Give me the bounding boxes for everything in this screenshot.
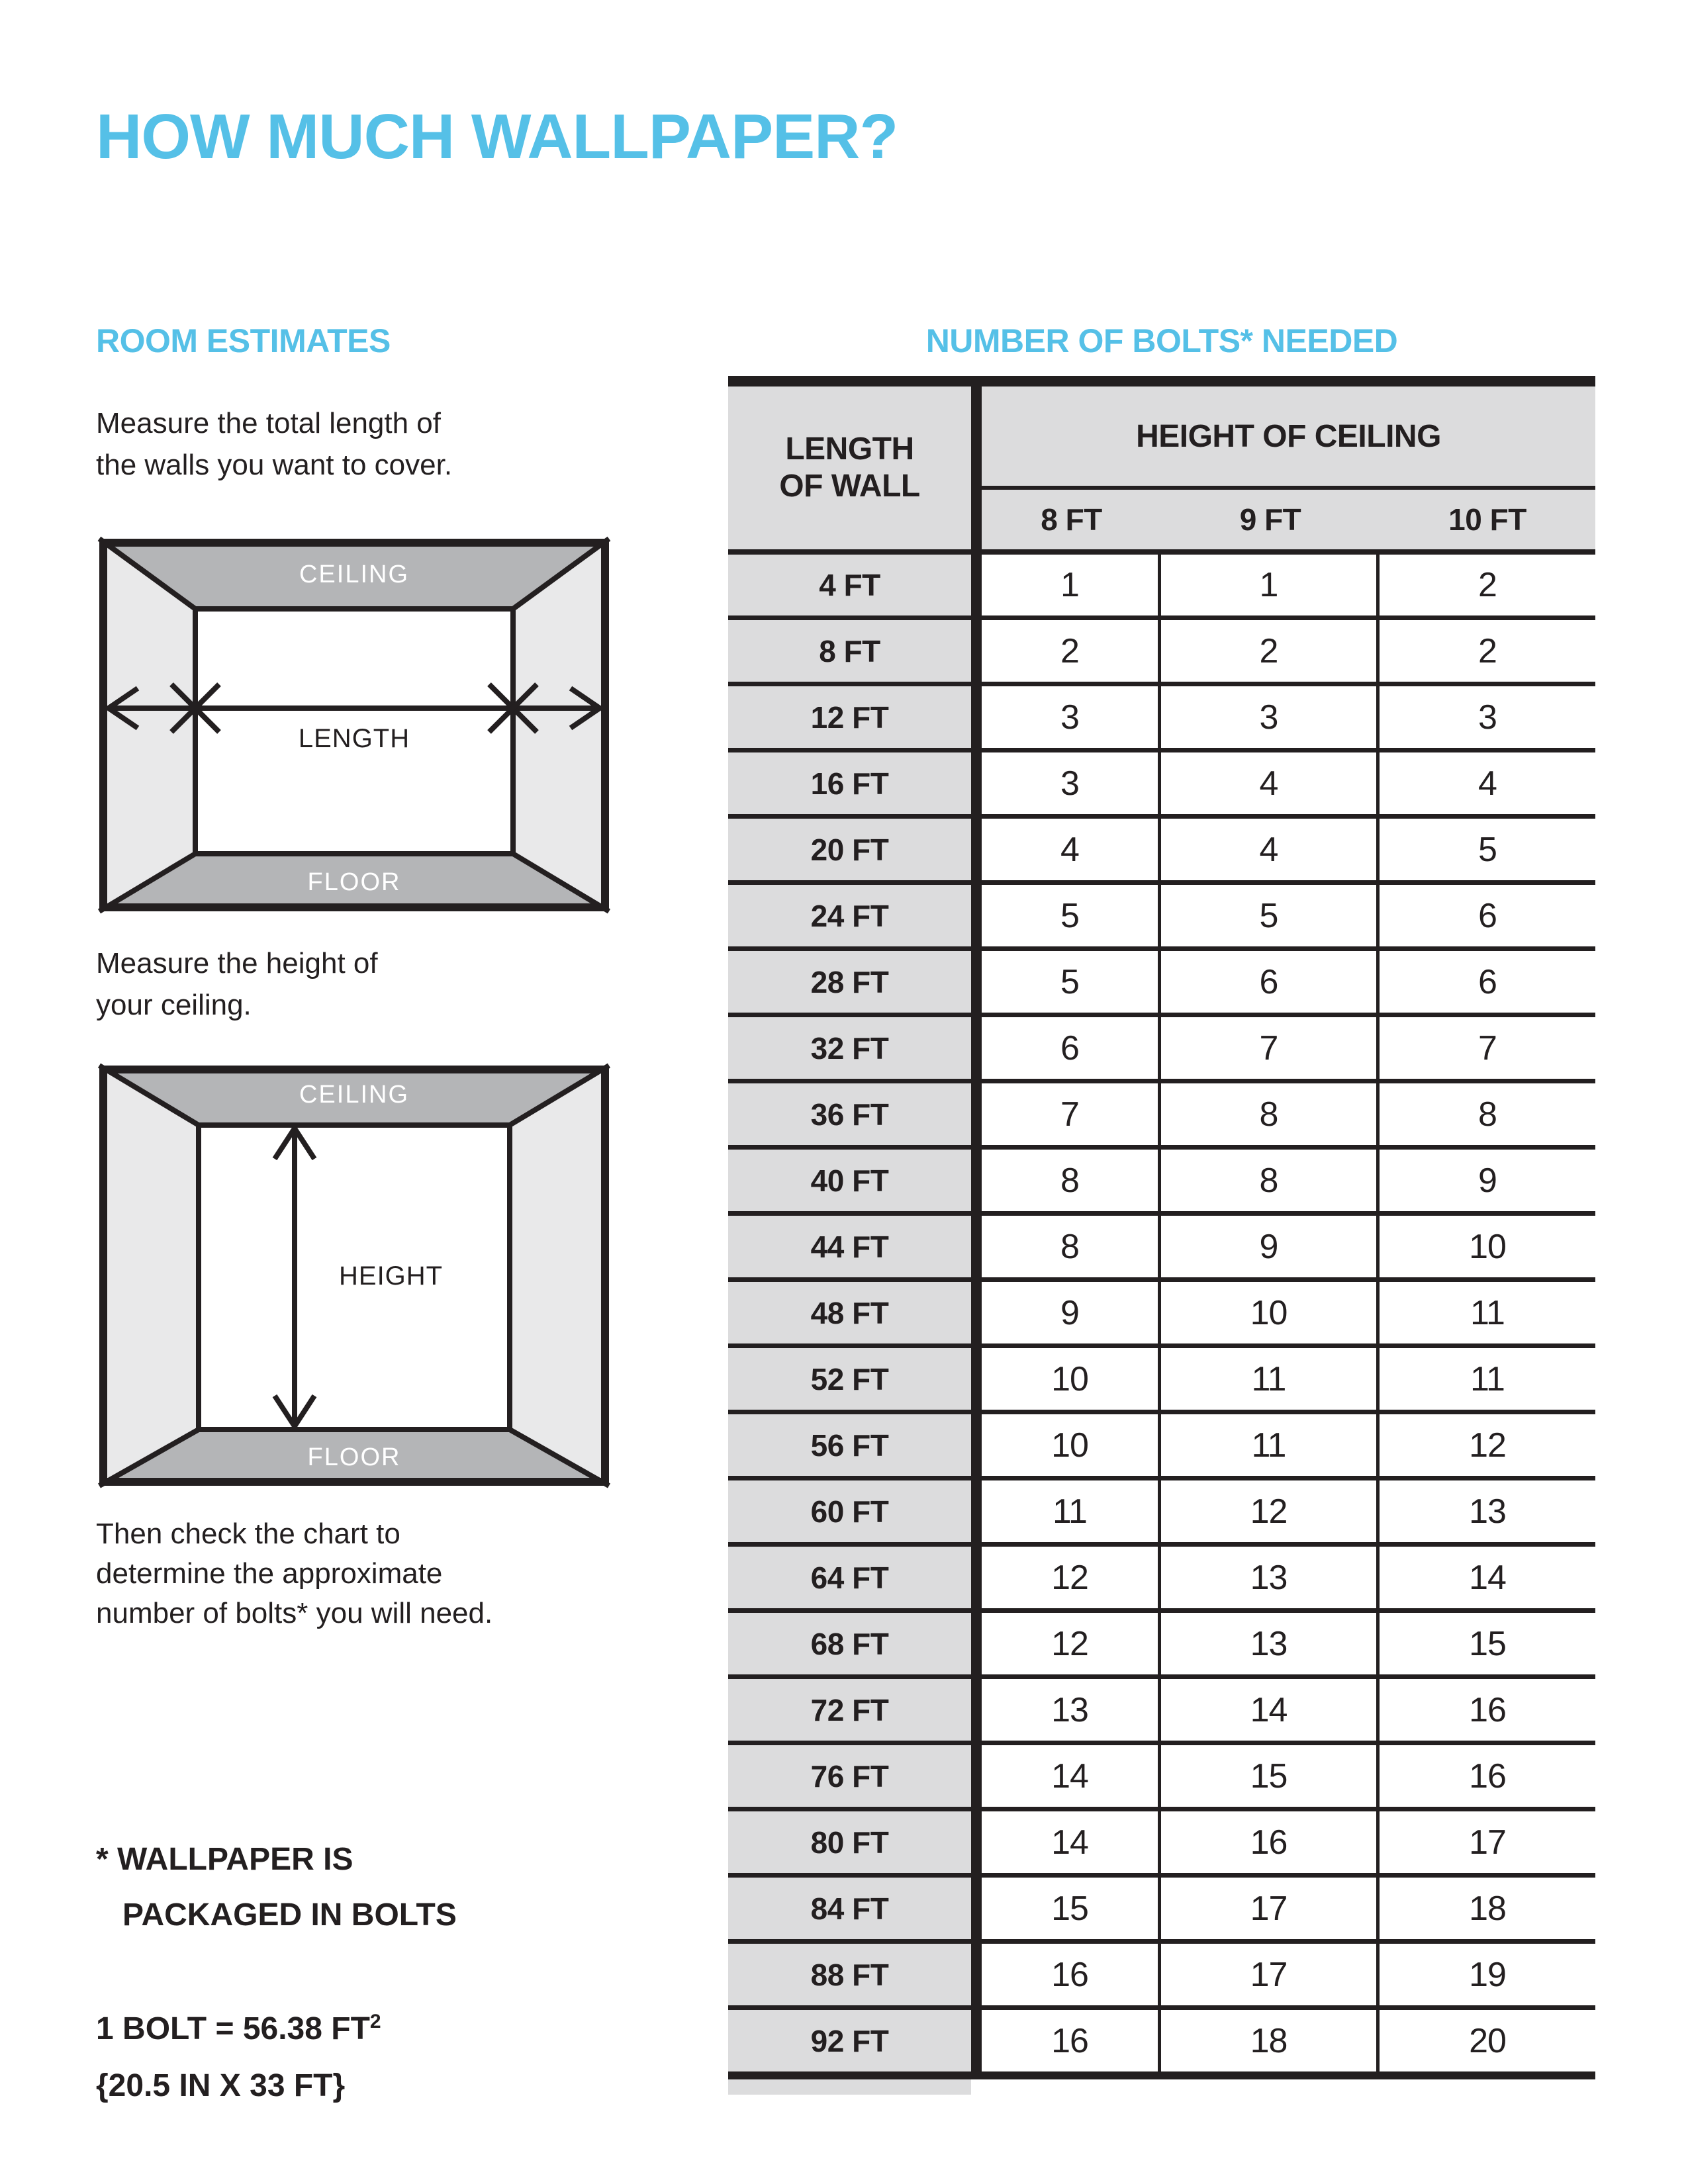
bolt-count-9ft: 10 xyxy=(1161,1282,1380,1343)
column-divider xyxy=(971,2010,982,2071)
ceiling-label-1: CEILING xyxy=(299,561,410,588)
length-of-wall-header xyxy=(728,387,971,549)
wall-length-label: 88 FT xyxy=(728,1944,971,2005)
table-row xyxy=(728,1013,1595,1079)
bolt-count-9ft: 9 xyxy=(1161,1216,1380,1277)
step1-text xyxy=(96,402,452,486)
wall-length-label: 44 FT xyxy=(728,1216,971,1277)
bolt-count-10ft: 16 xyxy=(1380,1745,1595,1807)
length-dimension-label: LENGTH xyxy=(298,724,410,753)
bolt-count-9ft: 18 xyxy=(1161,2010,1380,2071)
footnote-line2: PACKAGED IN BOLTS xyxy=(122,1897,457,1933)
bolt-count-9ft: 15 xyxy=(1161,1745,1380,1807)
step3-line2: determine the approximate xyxy=(96,1557,443,1590)
bolt-count-10ft: 9 xyxy=(1380,1150,1595,1211)
table-row xyxy=(728,1807,1595,1873)
bolt-count-8ft: 14 xyxy=(982,1811,1161,1873)
bolt-count-9ft: 11 xyxy=(1161,1414,1380,1476)
bolt-count-10ft: 2 xyxy=(1380,620,1595,682)
bolt-count-9ft: 6 xyxy=(1161,951,1380,1013)
header-column-divider xyxy=(971,387,982,549)
bolt-count-10ft: 12 xyxy=(1380,1414,1595,1476)
bolt-count-9ft: 17 xyxy=(1161,1878,1380,1939)
floor-label-1: FLOOR xyxy=(307,868,401,896)
bolt-count-8ft: 5 xyxy=(982,885,1161,946)
column-divider xyxy=(971,819,982,880)
wall-length-label: 68 FT xyxy=(728,1613,971,1674)
column-divider xyxy=(971,1679,982,1741)
bolt-count-10ft: 11 xyxy=(1380,1348,1595,1410)
bolt-count-8ft: 11 xyxy=(982,1480,1161,1542)
bolt-count-10ft: 10 xyxy=(1380,1216,1595,1277)
table-row xyxy=(728,1873,1595,1939)
step2-line1: Measure the height of xyxy=(96,947,378,979)
wall-length-label: 76 FT xyxy=(728,1745,971,1807)
wall-length-label: 24 FT xyxy=(728,885,971,946)
step3-line1: Then check the chart to xyxy=(96,1518,400,1550)
bolt-count-9ft: 14 xyxy=(1161,1679,1380,1741)
wall-length-label: 52 FT xyxy=(728,1348,971,1410)
bolt-count-8ft: 12 xyxy=(982,1613,1161,1674)
table-row xyxy=(728,549,1595,615)
table-row xyxy=(728,880,1595,946)
step1-line2: the walls you want to cover. xyxy=(96,449,453,481)
bolt-count-9ft: 17 xyxy=(1161,1944,1380,2005)
bolt-count-9ft: 4 xyxy=(1161,752,1380,814)
bolt-count-9ft: 13 xyxy=(1161,1613,1380,1674)
table-row xyxy=(728,682,1595,748)
column-divider xyxy=(971,1547,982,1608)
column-divider xyxy=(971,752,982,814)
table-row xyxy=(728,1542,1595,1608)
ceiling-label-2: CEILING xyxy=(299,1081,410,1109)
wall-length-label: 32 FT xyxy=(728,1017,971,1079)
wall-length-label: 8 FT xyxy=(728,620,971,682)
footnote-line1: * WALLPAPER IS xyxy=(96,1842,353,1877)
table-row xyxy=(728,615,1595,682)
step1-line1: Measure the total length of xyxy=(96,407,441,439)
table-row xyxy=(728,1277,1595,1343)
bolt-count-9ft: 3 xyxy=(1161,686,1380,748)
bolt-count-10ft: 7 xyxy=(1380,1017,1595,1079)
column-divider xyxy=(971,885,982,946)
wall-length-label: 84 FT xyxy=(728,1878,971,1939)
bolt-count-9ft: 12 xyxy=(1161,1480,1380,1542)
page-title: HOW MUCH WALLPAPER? xyxy=(96,101,898,172)
table-row xyxy=(728,1476,1595,1542)
bolt-count-10ft: 6 xyxy=(1380,885,1595,946)
bolt-count-9ft: 1 xyxy=(1161,555,1380,615)
table-row xyxy=(728,814,1595,880)
bolt-count-10ft: 3 xyxy=(1380,686,1595,748)
wall-length-label: 16 FT xyxy=(728,752,971,814)
wall-length-label: 40 FT xyxy=(728,1150,971,1211)
bolt-count-8ft: 5 xyxy=(982,951,1161,1013)
left-wall-panel xyxy=(99,1066,199,1486)
column-divider xyxy=(971,620,982,682)
column-divider xyxy=(971,1216,982,1277)
bolt-count-8ft: 8 xyxy=(982,1216,1161,1277)
column-divider xyxy=(971,1811,982,1873)
bolt-count-10ft: 13 xyxy=(1380,1480,1595,1542)
table-row xyxy=(728,1674,1595,1741)
bolt-count-8ft: 3 xyxy=(982,752,1161,814)
bolts-footnote xyxy=(96,1832,457,1943)
bolt-count-10ft: 5 xyxy=(1380,819,1595,880)
bolt-count-10ft: 4 xyxy=(1380,752,1595,814)
bolt-count-9ft: 8 xyxy=(1161,1083,1380,1145)
column-divider xyxy=(971,1745,982,1807)
bolt-count-8ft: 15 xyxy=(982,1878,1161,1939)
table-row xyxy=(728,1079,1595,1145)
table-row xyxy=(728,1343,1595,1410)
table-row xyxy=(728,748,1595,814)
bolt-count-10ft: 19 xyxy=(1380,1944,1595,2005)
wall-length-label: 20 FT xyxy=(728,819,971,880)
bolt-count-8ft: 7 xyxy=(982,1083,1161,1145)
column-divider xyxy=(971,1480,982,1542)
bolt-count-10ft: 6 xyxy=(1380,951,1595,1013)
table-row xyxy=(728,1145,1595,1211)
table-body xyxy=(728,549,1595,2071)
column-divider xyxy=(971,1878,982,1939)
bolt-count-9ft: 7 xyxy=(1161,1017,1380,1079)
step3-line3: number of bolts* you will need. xyxy=(96,1597,493,1629)
bolt-count-9ft: 2 xyxy=(1161,620,1380,682)
column-divider xyxy=(971,555,982,615)
ceiling-height-subheaders xyxy=(982,490,1595,549)
table-row xyxy=(728,1608,1595,1674)
bolt-count-9ft: 16 xyxy=(1161,1811,1380,1873)
table-row xyxy=(728,1410,1595,1476)
table-header xyxy=(728,387,1595,549)
column-divider xyxy=(971,1944,982,2005)
length-of-wall-line1: LENGTH xyxy=(785,432,914,467)
wall-length-label: 36 FT xyxy=(728,1083,971,1145)
bolt-count-8ft: 16 xyxy=(982,2010,1161,2071)
wall-length-label: 60 FT xyxy=(728,1480,971,1542)
ceiling-height-header-group xyxy=(982,387,1595,549)
room-estimates-heading: ROOM ESTIMATES xyxy=(96,322,391,359)
column-divider xyxy=(971,1613,982,1674)
bolt-count-10ft: 20 xyxy=(1380,2010,1595,2071)
col-header-8ft: 8 FT xyxy=(1041,502,1102,537)
column-divider xyxy=(971,1150,982,1211)
bolt-size-line1: 1 BOLT = 56.38 $FT^2$ xyxy=(96,2011,381,2046)
column-divider xyxy=(971,951,982,1013)
bolt-count-8ft: 4 xyxy=(982,819,1161,880)
col-header-10ft: 10 FT xyxy=(1448,502,1526,537)
step3-text xyxy=(96,1514,492,1633)
table-row xyxy=(728,1939,1595,2005)
table-row xyxy=(728,1741,1595,1807)
height-dimension-label: HEIGHT xyxy=(339,1261,444,1291)
bolt-count-9ft: 4 xyxy=(1161,819,1380,880)
bolt-count-8ft: 16 xyxy=(982,1944,1161,2005)
bolt-count-9ft: 8 xyxy=(1161,1150,1380,1211)
bolt-count-8ft: 2 xyxy=(982,620,1161,682)
col-header-9ft: 9 FT xyxy=(1239,502,1301,537)
squared-superscript: 2 xyxy=(369,2011,381,2032)
column-divider xyxy=(971,1414,982,1476)
bolt-count-8ft: 10 xyxy=(982,1414,1161,1476)
bolt-count-10ft: 8 xyxy=(1380,1083,1595,1145)
bolt-count-8ft: 13 xyxy=(982,1679,1161,1741)
table-row xyxy=(728,1211,1595,1277)
column-divider xyxy=(971,1348,982,1410)
bolt-count-8ft: 6 xyxy=(982,1017,1161,1079)
wall-length-label: 64 FT xyxy=(728,1547,971,1608)
step2-line2: your ceiling. xyxy=(96,989,252,1021)
bolts-needed-heading: NUMBER OF BOLTS* NEEDED xyxy=(925,322,1398,359)
bolts-table xyxy=(728,376,1595,2095)
bolt-count-9ft: 5 xyxy=(1161,885,1380,946)
wall-length-label: 72 FT xyxy=(728,1679,971,1741)
table-row xyxy=(728,946,1595,1013)
bolt-count-8ft: 12 xyxy=(982,1547,1161,1608)
label-column-tail xyxy=(728,2079,971,2095)
table-top-bar xyxy=(728,376,1595,387)
right-wall-panel xyxy=(510,1066,609,1486)
wall-length-label: 48 FT xyxy=(728,1282,971,1343)
bolt-count-10ft: 16 xyxy=(1380,1679,1595,1741)
wall-length-label: 4 FT xyxy=(728,555,971,615)
bolt-count-10ft: 2 xyxy=(1380,555,1595,615)
column-divider xyxy=(971,686,982,748)
bolt-count-8ft: 1 xyxy=(982,555,1161,615)
bolt-count-9ft: 11 xyxy=(1161,1348,1380,1410)
length-of-wall-line2: OF WALL xyxy=(779,469,920,504)
floor-label-2: FLOOR xyxy=(307,1443,401,1471)
bolt-count-9ft: 13 xyxy=(1161,1547,1380,1608)
table-bottom-bar xyxy=(728,2071,1595,2079)
bolt-count-8ft: 9 xyxy=(982,1282,1161,1343)
bolt-size-line2: {20.5 IN X 33 FT} xyxy=(96,2068,346,2103)
bolt-count-8ft: 10 xyxy=(982,1348,1161,1410)
column-divider xyxy=(971,1282,982,1343)
wall-length-label: 28 FT xyxy=(728,951,971,1013)
bolt-size-info xyxy=(96,1993,381,2115)
bolt-count-10ft: 14 xyxy=(1380,1547,1595,1608)
column-divider xyxy=(971,1083,982,1145)
table-row xyxy=(728,2005,1595,2071)
column-divider xyxy=(971,1017,982,1079)
wall-length-label: 56 FT xyxy=(728,1414,971,1476)
bolt-count-10ft: 11 xyxy=(1380,1282,1595,1343)
bolt-count-10ft: 18 xyxy=(1380,1878,1595,1939)
wall-length-label: 12 FT xyxy=(728,686,971,748)
bolt-count-10ft: 17 xyxy=(1380,1811,1595,1873)
step2-text xyxy=(96,942,378,1026)
wall-length-label: 80 FT xyxy=(728,1811,971,1873)
bolt-count-8ft: 8 xyxy=(982,1150,1161,1211)
bolt-count-8ft: 14 xyxy=(982,1745,1161,1807)
bolt-count-10ft: 15 xyxy=(1380,1613,1595,1674)
height-of-ceiling-header: HEIGHT OF CEILING xyxy=(982,387,1595,490)
bolt-count-8ft: 3 xyxy=(982,686,1161,748)
wall-length-label: 92 FT xyxy=(728,2010,971,2071)
